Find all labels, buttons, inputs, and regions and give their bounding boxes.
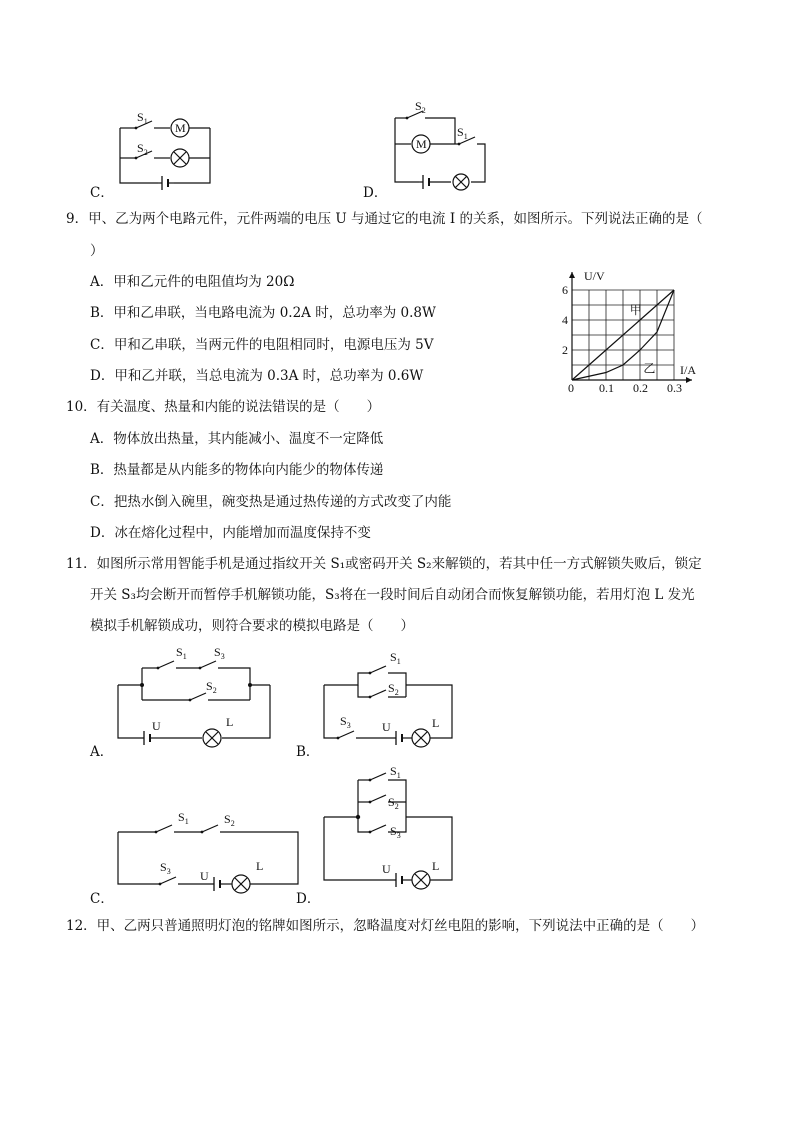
q11-option-d-label: D．: [296, 891, 321, 907]
svg-text:S2: $S_2$: [388, 681, 399, 697]
svg-text:L: L: [432, 859, 440, 873]
q9-stem-end: ）: [90, 243, 104, 259]
q10-option-b: B．热量都是从内能多的物体向内能少的物体传递: [90, 462, 384, 478]
q11-option-c-label: C．: [90, 891, 114, 907]
q8-circuit-d: [385, 100, 495, 190]
motor-label-d: M: [416, 137, 427, 151]
q11-option-a-label: A．: [90, 744, 114, 760]
q11-option-b-label: B．: [296, 744, 320, 760]
q12-stem: 12．甲、乙两只普通照明灯泡的铭牌如图所示，忽略温度对灯丝电阻的影响，下列说法中正确的是（ ）: [66, 918, 705, 934]
x-tick-label: 0.2: [633, 381, 648, 395]
svg-text:S3: $S_3$: [214, 645, 225, 661]
y-tick-label: 2: [562, 343, 568, 357]
q10-stem: 10．有关温度、热量和内能的说法错误的是（ ）: [66, 399, 381, 415]
chart-labels: [562, 269, 696, 395]
q9-option-b: B．甲和乙串联，当电路电流为 0.2A 时，总功率为 0.8W: [90, 305, 436, 321]
svg-text:L: L: [256, 859, 264, 873]
q9-stem: 9．甲、乙为两个电路元件，元件两端的电压 U 与通过它的电流 I 的关系，如图所示。下列说法正确的是（: [66, 211, 703, 227]
svg-text:U: U: [382, 720, 391, 734]
q9-option-a: A．甲和乙元件的电阻值均为 20Ω: [90, 274, 295, 290]
svg-text:S2: $S_2$: [206, 679, 217, 695]
x-tick-label: 0.3: [667, 381, 682, 395]
y-tick-label: 6: [562, 283, 568, 297]
u-i-chart: [560, 265, 700, 395]
q10-option-a: A．物体放出热量，其内能减小、温度不一定降低: [90, 431, 384, 447]
d-s1-text: $S_1$: [457, 125, 468, 141]
x-tick-label: 0.1: [599, 381, 614, 395]
q8-circuit-c: [110, 108, 220, 188]
svg-text:S3: $S_3$: [340, 714, 351, 730]
svg-text:S1: $S_1$: [176, 645, 187, 661]
x-tick-label: 0: [568, 381, 574, 395]
series-label-yi: 乙: [643, 361, 656, 376]
y-axis-label: U/V: [584, 269, 605, 283]
q11-circuit-a: [110, 640, 280, 750]
svg-text:S2: $S_2$: [224, 812, 235, 828]
d-s2-text: $S_2$: [415, 99, 426, 115]
y-axis-arrow: [569, 272, 575, 278]
c-s2-text: $S_2$: [137, 141, 148, 157]
q8-option-c-label: C．: [90, 185, 114, 201]
svg-text:S1: $S_1$: [390, 764, 401, 780]
q9-option-c: C．甲和乙串联，当两元件的电阻相同时，电源电压为 5V: [90, 337, 434, 353]
svg-text:L: L: [432, 716, 440, 730]
q11-stem-line2: 开关 S₃均会断开而暂停手机解锁功能，S₃将在一段时间后自动闭合而恢复解锁功能，若用灯泡 L 发光: [90, 587, 695, 603]
y-tick-label: 4: [562, 313, 568, 327]
q10-option-c: C．把热水倒入碗里，碗变热是通过热传递的方式改变了内能: [90, 494, 452, 510]
q11-circuit-c: [110, 808, 310, 898]
svg-text:S3: $S_3$: [160, 860, 171, 876]
svg-text:U: U: [152, 719, 161, 733]
q11-stem-line3: 模拟手机解锁成功，则符合要求的模拟电路是（ ）: [90, 618, 414, 634]
q10-option-d: D．冰在熔化过程中，内能增加而温度保持不变: [90, 525, 371, 541]
x-axis-label: I/A: [680, 363, 696, 377]
q11-circuit-d: [318, 762, 468, 892]
svg-text:S2: $S_2$: [388, 795, 399, 811]
c-s1-text: $S_1$: [137, 110, 148, 126]
svg-text:U: U: [200, 869, 209, 883]
q11-circuit-b: [318, 645, 468, 750]
motor-label: M: [175, 121, 186, 135]
svg-text:L: L: [226, 715, 234, 729]
svg-text:U: U: [382, 862, 391, 876]
svg-text:S1: $S_1$: [178, 810, 189, 826]
svg-text:S3: $S_3$: [390, 824, 401, 840]
q9-option-d: D．甲和乙并联，当总电流为 0.3A 时，总功率为 0.6W: [90, 368, 424, 384]
svg-text:S1: $S_1$: [390, 650, 401, 666]
series-label-jia: 甲: [629, 303, 642, 317]
x-axis-arrow: [686, 377, 692, 383]
q11-stem-line1: 11．如图所示常用智能手机是通过指纹开关 S₁或密码开关 S₂来解锁的，若其中任一方式解锁失败后，锁定: [66, 556, 702, 572]
q8-option-d-label: D．: [363, 185, 388, 201]
